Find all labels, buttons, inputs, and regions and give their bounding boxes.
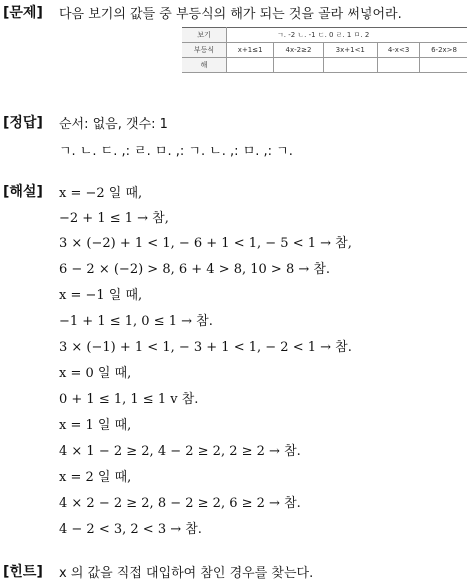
solution-line: x = −2 일 때, [59,182,142,201]
table-cell: ㄱ. -2 ㄴ. -1 ㄷ. 0 ㄹ. 1 ㅁ. 2 [227,28,467,43]
solution-line: x = 2 일 때, [59,466,131,485]
table-cell: 4-x<3 [378,43,420,58]
problem-text: 다음 보기의 값들 중 부등식의 해가 되는 것을 골라 써넣어라. [59,3,402,22]
solution-line: x = 0 일 때, [59,362,131,381]
solution-line: 3 × (−1) + 1 < 1, − 3 + 1 < 1, − 2 < 1 → 참. [59,336,352,355]
solution-line: 4 × 1 − 2 ≥ 2, 4 − 2 ≥ 2, 2 ≥ 2 → 참. [59,440,301,459]
solution-line: 6 − 2 × (−2) > 8, 6 + 4 > 8, 10 > 8 → 참. [59,258,330,277]
answer-cell[interactable] [274,58,323,73]
table-row [182,58,467,73]
solution-line: 4 × 2 − 2 ≥ 2, 8 − 2 ≥ 2, 6 ≥ 2 → 참. [59,492,301,511]
table-row [182,28,467,43]
solution-line: −2 + 1 ≤ 1 → 참, [59,207,169,226]
solution-line: x = −1 일 때, [59,284,142,303]
solution-line: 0 + 1 ≤ 1, 1 ≤ 1 v 참. [59,388,198,407]
table-cell: 4x-2≥2 [274,43,323,58]
answer-cell[interactable] [323,58,377,73]
table-header-cell: 부등식 [182,43,227,58]
answer-cell[interactable] [420,58,467,73]
answer-line-2: ㄱ. ㄴ. ㄷ. ,: ㄹ. ㅁ. ,: ㄱ. ㄴ. ,: ㅁ. ,: ㄱ. [59,140,293,159]
table-row [182,43,467,58]
solution-line: 4 − 2 < 3, 2 < 3 → 참. [59,518,202,537]
hint-tag: [힌트] [3,561,43,581]
hint-text: x 의 값을 직접 대입하여 참인 경우를 찾는다. [59,562,313,581]
answer-cell[interactable] [378,58,420,73]
table-cell: x+1≤1 [227,43,274,58]
table-cell: 3x+1<1 [323,43,377,58]
problem-table [182,27,467,73]
solution-tag: [해설] [3,181,43,201]
solution-line: 3 × (−2) + 1 < 1, − 6 + 1 < 1, − 5 < 1 → 참, [59,232,352,251]
problem-tag: [문제] [3,2,43,22]
table-header-cell: 해 [182,58,227,73]
answer-cell[interactable] [227,58,274,73]
table-cell: 6-2x>8 [420,43,467,58]
answer-tag: [정답] [3,112,43,132]
solution-line: −1 + 1 ≤ 1, 0 ≤ 1 → 참. [59,310,213,329]
solution-line: x = 1 일 때, [59,414,131,433]
table-header-cell: 보기 [182,28,227,43]
answer-line-1: 순서: 없음, 갯수: 1 [59,113,168,132]
